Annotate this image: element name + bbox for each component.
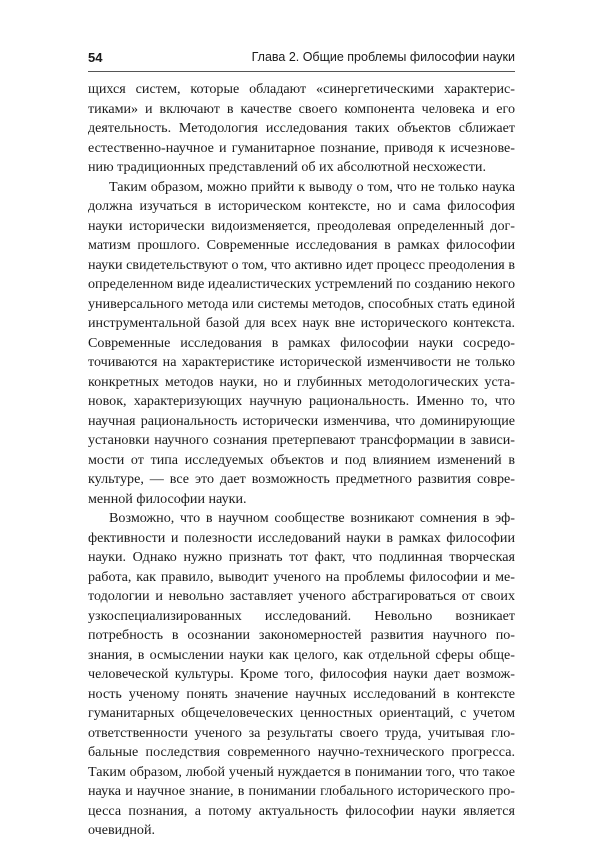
paragraph: Таким образом, можно прийти к выводу о том, что не только наука должна изучаться в историческом контексте, но и сама философия науки исторически видоизменяется, преодолевая определенный догматизм прошлого. Современные исследования в рамках философии науки свидетельствуют о том, что активно идет процесс преодоления в определенном виде идеалистических устремлений по созданию некого универсального метода или системы методов, способных стать единой инструментальной базой для всех наук вне исторического контекста. Современные исследования в рамках философии науки сосредоточиваются на характеристике исторической изменчивости не только конкретных методов науки, но и глубинных методологических установок, характеризующих научную рациональность. Именно то, что научная рациональность исторически изменчива, что доминирующие установки научного сознания претерпевают трансформации в зависимости от типа исследуемых объектов и под влиянием изменений в культуре, — все это дает возможность предметного развития современной философии науки.: [88, 178, 515, 507]
paragraph-continuation: щихся систем, которые обладают «синергетическими характеристиками» и включают в качестве своего компонента человека и его деятельность. Методология исследования таких объектов сближает естественно-научное и гуманитарное познание, приводя к исчезновению традиционных представлений об их абсолютной несхожести.: [88, 81, 515, 175]
header-rule: [88, 71, 515, 72]
page-number: 54: [88, 50, 103, 65]
running-head: Глава 2. Общие проблемы философии науки: [251, 50, 515, 64]
body-text: [88, 80, 515, 841]
page-header: [88, 50, 515, 70]
paragraph: Возможно, что в научном сообществе возникают сомнения в эффективности и полезности исследований науки в рамках философии науки. Однако нужно признать тот факт, что подлинная творческая работа, как правило, выводит ученого на проблемы философии и методологии и невольно заставляет ученого абстрагироваться от своих узкоспециализированных исследований. Невольно возникает потребность в осознании закономерностей развития научного познания, в осмыслении науки как целого, как отдельной сферы общечеловеческой культуры. Кроме того, философия науки дает возможность ученому понять значение научных исследований в контексте гуманитарных общечеловеческих ценностных ориентаций, с учетом ответственности ученого за результаты своего труда, учитывая глобальные последствия современного научно-технического прогресса. Таким образом, любой ученый нуждается в понимании того, что такое наука и научное знание, в понимании глобального исторического процесса познания, а потому актуальность философии науки является очевидной.: [88, 510, 515, 838]
